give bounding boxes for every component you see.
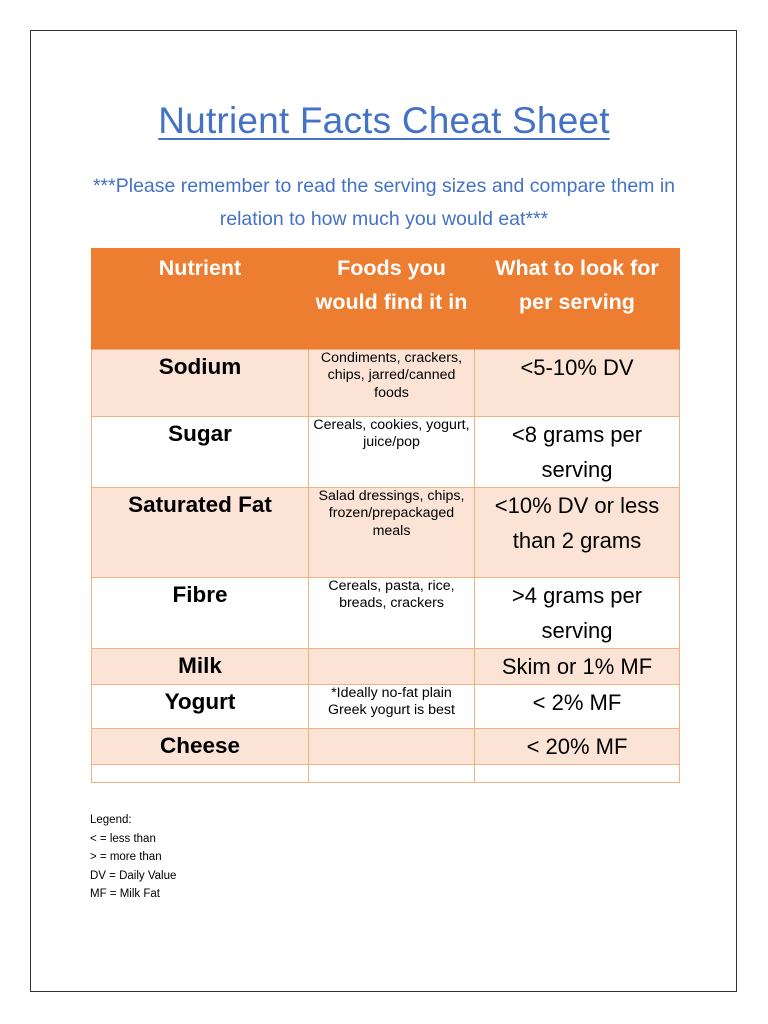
nutrient-table bbox=[91, 248, 680, 783]
nutrient-name: Yogurt bbox=[92, 684, 309, 728]
nutrient-name bbox=[92, 764, 309, 782]
legend-item: < = less than bbox=[90, 832, 156, 845]
table-row bbox=[92, 487, 680, 577]
serving-target: Skim or 1% MF bbox=[475, 648, 680, 684]
table-row bbox=[92, 764, 680, 782]
header-nutrient: Nutrient bbox=[92, 248, 309, 349]
table-row bbox=[92, 648, 680, 684]
table-row bbox=[92, 416, 680, 487]
nutrient-name: Saturated Fat bbox=[92, 487, 309, 577]
nutrient-name: Sugar bbox=[92, 416, 309, 487]
nutrient-name: Fibre bbox=[92, 577, 309, 648]
serving-target bbox=[475, 764, 680, 782]
food-examples bbox=[309, 764, 475, 782]
food-examples bbox=[309, 648, 475, 684]
food-examples: Cereals, cookies, yogurt, juice/pop bbox=[309, 416, 475, 487]
table-row bbox=[92, 728, 680, 764]
serving-target: < 20% MF bbox=[475, 728, 680, 764]
legend-heading: Legend: bbox=[90, 814, 132, 826]
food-examples bbox=[309, 728, 475, 764]
legend-item: DV = Daily Value bbox=[90, 869, 177, 882]
food-examples: Cereals, pasta, rice, breads, crackers bbox=[309, 577, 475, 648]
page-subtitle: ***Please remember to read the serving sizes and compare them in relation to how much you would eat*** bbox=[92, 175, 676, 230]
serving-target: <10% DV or less than 2 grams bbox=[475, 487, 680, 577]
table-row bbox=[92, 349, 680, 416]
nutrient-name: Milk bbox=[92, 648, 309, 684]
header-look-for: What to look for per serving bbox=[475, 248, 680, 349]
food-examples: Condiments, crackers, chips, jarred/canned foods bbox=[309, 349, 475, 416]
food-examples: Salad dressings, chips, frozen/prepackaged meals bbox=[309, 487, 475, 577]
header-foods: Foods you would find it in bbox=[309, 248, 475, 349]
serving-target: < 2% MF bbox=[475, 684, 680, 728]
table-row bbox=[92, 577, 680, 648]
legend bbox=[90, 811, 176, 904]
nutrient-name: Sodium bbox=[92, 349, 309, 416]
table-header-row bbox=[92, 248, 680, 349]
legend-item: MF = Milk Fat bbox=[90, 888, 160, 900]
serving-target: >4 grams per serving bbox=[475, 577, 680, 648]
food-examples: *Ideally no-fat plain Greek yogurt is best bbox=[309, 684, 475, 728]
serving-target: <5-10% DV bbox=[475, 349, 680, 416]
nutrient-name: Cheese bbox=[92, 728, 309, 764]
table-row bbox=[92, 684, 680, 728]
serving-target: <8 grams per serving bbox=[475, 416, 680, 487]
page-title: Nutrient Facts Cheat Sheet bbox=[158, 100, 610, 141]
legend-item: > = more than bbox=[90, 851, 162, 863]
